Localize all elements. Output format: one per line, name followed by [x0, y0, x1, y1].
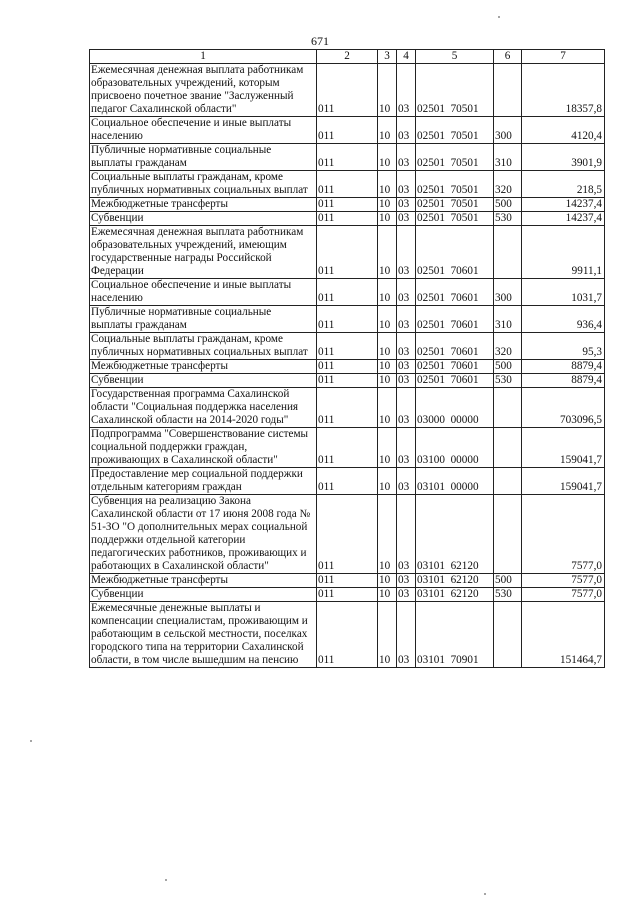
row-amount: 218,5: [522, 171, 605, 198]
scan-speck: [30, 740, 32, 742]
row-expense-type: 320: [494, 333, 522, 360]
table-row: [90, 279, 605, 306]
row-admin-code: 011: [317, 198, 378, 212]
row-amount: 9911,1: [522, 226, 605, 279]
row-name: Подпрограмма "Совершенствование системы социальной поддержки граждан, проживающих в Сахалинской области": [90, 428, 317, 468]
page-number: 671: [311, 34, 329, 48]
row-name: Субвенция на реализацию Закона Сахалинской области от 17 июня 2008 года № 51-ЗО "О дополнительных мерах социальной поддержки отдельной категории педагогических работников, проживающих и работающих в Сахалинской области": [90, 495, 317, 574]
row-amount: 936,4: [522, 306, 605, 333]
row-name: Субвенции: [90, 374, 317, 388]
row-admin-code: 011: [317, 117, 378, 144]
row-subsection: 03: [397, 574, 416, 588]
row-name: Межбюджетные трансферты: [90, 574, 317, 588]
row-subsection: 03: [397, 212, 416, 226]
header-col-2: 2: [317, 50, 378, 64]
row-target-article: 02501 70601: [416, 306, 494, 333]
row-name: Субвенции: [90, 212, 317, 226]
row-target-article: 02501 70601: [416, 279, 494, 306]
row-subsection: 03: [397, 468, 416, 495]
row-target-article: 03000 00000: [416, 388, 494, 428]
row-expense-type: 310: [494, 306, 522, 333]
row-subsection: 03: [397, 388, 416, 428]
row-admin-code: 011: [317, 306, 378, 333]
row-subsection: 03: [397, 226, 416, 279]
row-amount: 1031,7: [522, 279, 605, 306]
row-expense-type: [494, 428, 522, 468]
row-name: Публичные нормативные социальные выплаты гражданам: [90, 306, 317, 333]
row-expense-type: 500: [494, 360, 522, 374]
row-section: 10: [378, 374, 397, 388]
row-name: Социальные выплаты гражданам, кроме публичных нормативных социальных выплат: [90, 333, 317, 360]
row-expense-type: [494, 602, 522, 668]
row-name: Предоставление мер социальной поддержки отдельным категориям граждан: [90, 468, 317, 495]
header-col-3: 3: [378, 50, 397, 64]
row-name: Субвенции: [90, 588, 317, 602]
row-expense-type: [494, 388, 522, 428]
row-amount: 8879,4: [522, 360, 605, 374]
row-admin-code: 011: [317, 360, 378, 374]
row-subsection: 03: [397, 279, 416, 306]
header-col-5: 5: [416, 50, 494, 64]
row-admin-code: 011: [317, 468, 378, 495]
row-expense-type: 530: [494, 212, 522, 226]
table-row: [90, 171, 605, 198]
row-admin-code: 011: [317, 428, 378, 468]
row-expense-type: [494, 226, 522, 279]
header-col-7: 7: [522, 50, 605, 64]
row-amount: 18357,8: [522, 64, 605, 117]
row-amount: 7577,0: [522, 574, 605, 588]
row-amount: 3901,9: [522, 144, 605, 171]
header-col-1: 1: [90, 50, 317, 64]
row-amount: 151464,7: [522, 602, 605, 668]
row-expense-type: [494, 495, 522, 574]
row-amount: 95,3: [522, 333, 605, 360]
row-subsection: 03: [397, 198, 416, 212]
table-row: [90, 428, 605, 468]
table-row: [90, 333, 605, 360]
row-section: 10: [378, 279, 397, 306]
row-name: Государственная программа Сахалинской области "Социальная поддержка населения Сахалинской области на 2014-2020 годы": [90, 388, 317, 428]
row-amount: 159041,7: [522, 468, 605, 495]
row-name: Социальное обеспечение и иные выплаты населению: [90, 279, 317, 306]
table-row: [90, 306, 605, 333]
row-admin-code: 011: [317, 64, 378, 117]
row-name: Межбюджетные трансферты: [90, 360, 317, 374]
row-subsection: 03: [397, 428, 416, 468]
row-expense-type: 500: [494, 574, 522, 588]
row-target-article: 03100 00000: [416, 428, 494, 468]
table-row: [90, 374, 605, 388]
header-col-4: 4: [397, 50, 416, 64]
row-section: 10: [378, 360, 397, 374]
table-row: [90, 226, 605, 279]
table-row: [90, 212, 605, 226]
row-target-article: 02501 70601: [416, 374, 494, 388]
row-section: 10: [378, 333, 397, 360]
row-subsection: 03: [397, 495, 416, 574]
row-expense-type: 530: [494, 588, 522, 602]
row-admin-code: 011: [317, 374, 378, 388]
row-target-article: 02501 70601: [416, 333, 494, 360]
row-section: 10: [378, 171, 397, 198]
row-admin-code: 011: [317, 333, 378, 360]
table-row: [90, 495, 605, 574]
table-row: [90, 117, 605, 144]
row-section: 10: [378, 144, 397, 171]
row-target-article: 03101 00000: [416, 468, 494, 495]
row-admin-code: 011: [317, 574, 378, 588]
row-name: Социальные выплаты гражданам, кроме публичных нормативных социальных выплат: [90, 171, 317, 198]
row-target-article: 02501 70501: [416, 171, 494, 198]
row-expense-type: 530: [494, 374, 522, 388]
row-admin-code: 011: [317, 602, 378, 668]
row-expense-type: 300: [494, 279, 522, 306]
row-amount: 703096,5: [522, 388, 605, 428]
row-subsection: 03: [397, 333, 416, 360]
row-name: Публичные нормативные социальные выплаты гражданам: [90, 144, 317, 171]
scan-speck: [484, 893, 486, 895]
scan-speck: [165, 879, 167, 881]
row-section: 10: [378, 574, 397, 588]
row-name: Ежемесячная денежная выплата работникам образовательных учреждений, которым присвоено почетное звание "Заслуженный педагог Сахалинской области": [90, 64, 317, 117]
row-subsection: 03: [397, 144, 416, 171]
row-admin-code: 011: [317, 588, 378, 602]
row-expense-type: [494, 64, 522, 117]
row-expense-type: [494, 468, 522, 495]
row-subsection: 03: [397, 306, 416, 333]
row-admin-code: 011: [317, 388, 378, 428]
row-subsection: 03: [397, 64, 416, 117]
row-section: 10: [378, 468, 397, 495]
row-target-article: 02501 70501: [416, 212, 494, 226]
table-row: [90, 144, 605, 171]
row-target-article: 03101 70901: [416, 602, 494, 668]
row-target-article: 03101 62120: [416, 495, 494, 574]
row-target-article: 02501 70601: [416, 226, 494, 279]
row-amount: 159041,7: [522, 428, 605, 468]
row-name: Социальное обеспечение и иные выплаты населению: [90, 117, 317, 144]
row-expense-type: 300: [494, 117, 522, 144]
row-section: 10: [378, 306, 397, 333]
row-section: 10: [378, 428, 397, 468]
row-admin-code: 011: [317, 495, 378, 574]
row-expense-type: 500: [494, 198, 522, 212]
row-expense-type: 320: [494, 171, 522, 198]
row-subsection: 03: [397, 360, 416, 374]
row-amount: 14237,4: [522, 212, 605, 226]
row-section: 10: [378, 117, 397, 144]
row-subsection: 03: [397, 602, 416, 668]
row-target-article: 03101 62120: [416, 574, 494, 588]
row-target-article: 02501 70501: [416, 117, 494, 144]
row-amount: 7577,0: [522, 495, 605, 574]
row-name: Ежемесячная денежная выплата работникам образовательных учреждений, имеющим государственные награды Российской Федерации: [90, 226, 317, 279]
row-section: 10: [378, 588, 397, 602]
table-row: [90, 198, 605, 212]
row-subsection: 03: [397, 117, 416, 144]
row-section: 10: [378, 212, 397, 226]
row-admin-code: 011: [317, 226, 378, 279]
row-amount: 14237,4: [522, 198, 605, 212]
row-name: Межбюджетные трансферты: [90, 198, 317, 212]
row-subsection: 03: [397, 374, 416, 388]
row-admin-code: 011: [317, 212, 378, 226]
row-admin-code: 011: [317, 279, 378, 306]
row-section: 10: [378, 495, 397, 574]
table-row: [90, 64, 605, 117]
row-target-article: 02501 70501: [416, 64, 494, 117]
row-section: 10: [378, 64, 397, 117]
row-section: 10: [378, 226, 397, 279]
header-row: [90, 50, 605, 64]
row-target-article: 03101 62120: [416, 588, 494, 602]
table-row: [90, 588, 605, 602]
row-target-article: 02501 70601: [416, 360, 494, 374]
row-admin-code: 011: [317, 171, 378, 198]
row-name: Ежемесячные денежные выплаты и компенсации специалистам, проживающим и работающим в сельской местности, поселках городского типа на территории Сахалинской области, в том числе вышедшим на пенсию: [90, 602, 317, 668]
table-row: [90, 602, 605, 668]
row-section: 10: [378, 602, 397, 668]
row-section: 10: [378, 198, 397, 212]
scan-speck: [498, 16, 500, 18]
row-amount: 7577,0: [522, 588, 605, 602]
table-row: [90, 574, 605, 588]
budget-table: [89, 49, 605, 668]
row-admin-code: 011: [317, 144, 378, 171]
table-row: [90, 468, 605, 495]
row-amount: 4120,4: [522, 117, 605, 144]
header-col-6: 6: [494, 50, 522, 64]
row-subsection: 03: [397, 171, 416, 198]
row-target-article: 02501 70501: [416, 144, 494, 171]
table-row: [90, 388, 605, 428]
row-target-article: 02501 70501: [416, 198, 494, 212]
row-section: 10: [378, 388, 397, 428]
table-row: [90, 360, 605, 374]
row-expense-type: 310: [494, 144, 522, 171]
row-subsection: 03: [397, 588, 416, 602]
row-amount: 8879,4: [522, 374, 605, 388]
